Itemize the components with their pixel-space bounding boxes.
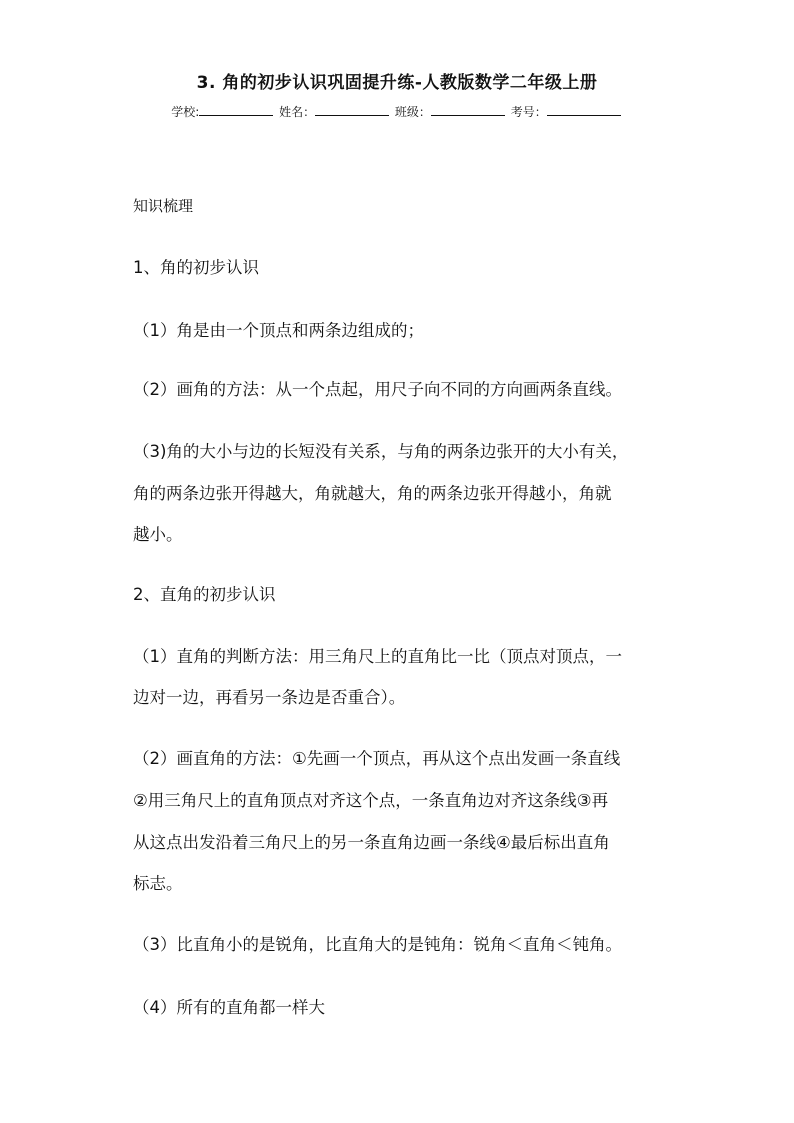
name-blank[interactable]: [315, 104, 389, 116]
paragraph-line: 从这点出发沿着三角尺上的另一条直角边画一条线④最后标出直角: [133, 833, 610, 852]
paragraph-line: （4）所有的直角都一样大: [133, 998, 325, 1017]
paragraph-line: 标志。: [133, 874, 183, 893]
class-label: 班级：: [394, 105, 431, 119]
section-heading: 知识梳理: [133, 197, 194, 215]
paragraph-line: 越小。: [133, 525, 183, 544]
paragraph-line: （3)角的大小与边的长短没有关系，与角的两条边张开的大小有关，: [133, 442, 629, 461]
exam-no-blank[interactable]: [547, 104, 621, 116]
school-label: 学校:: [171, 105, 200, 119]
class-blank[interactable]: [431, 104, 505, 116]
name-label: 姓名：: [279, 105, 316, 119]
paragraph-line: ②用三角尺上的直角顶点对齐这个点，一条直角边对齐这条线③再: [133, 791, 609, 810]
school-blank[interactable]: [199, 104, 273, 116]
subsection-heading-1: 1、角的初步认识: [133, 258, 259, 277]
paragraph-line: 角的两条边张开得越大，角就越大，角的两条边张开得越小，角就: [133, 484, 612, 503]
paragraph-line: （2）画角的方法：从一个点起，用尺子向不同的方向画两条直线。: [133, 380, 622, 399]
paragraph-line: （1）角是由一个顶点和两条边组成的；: [133, 321, 424, 340]
subsection-heading-2: 2、直角的初步认识: [133, 585, 276, 604]
page-title: 3. 角的初步认识巩固提升练-人教版数学二年级上册: [196, 73, 598, 93]
student-info-row: [0, 103, 794, 120]
paragraph-line: 边对一边，再看另一条边是否重合）。: [133, 688, 406, 707]
paragraph-line: （1）直角的判断方法：用三角尺上的直角比一比（顶点对顶点，一: [133, 647, 622, 666]
paragraph-line: （3）比直角小的是锐角，比直角大的是钝角：锐角＜直角＜钝角。: [133, 935, 622, 954]
exam-no-label: 考号：: [510, 105, 547, 119]
paragraph-line: （2）画直角的方法：①先画一个顶点，再从这个点出发画一条直线: [133, 749, 621, 768]
